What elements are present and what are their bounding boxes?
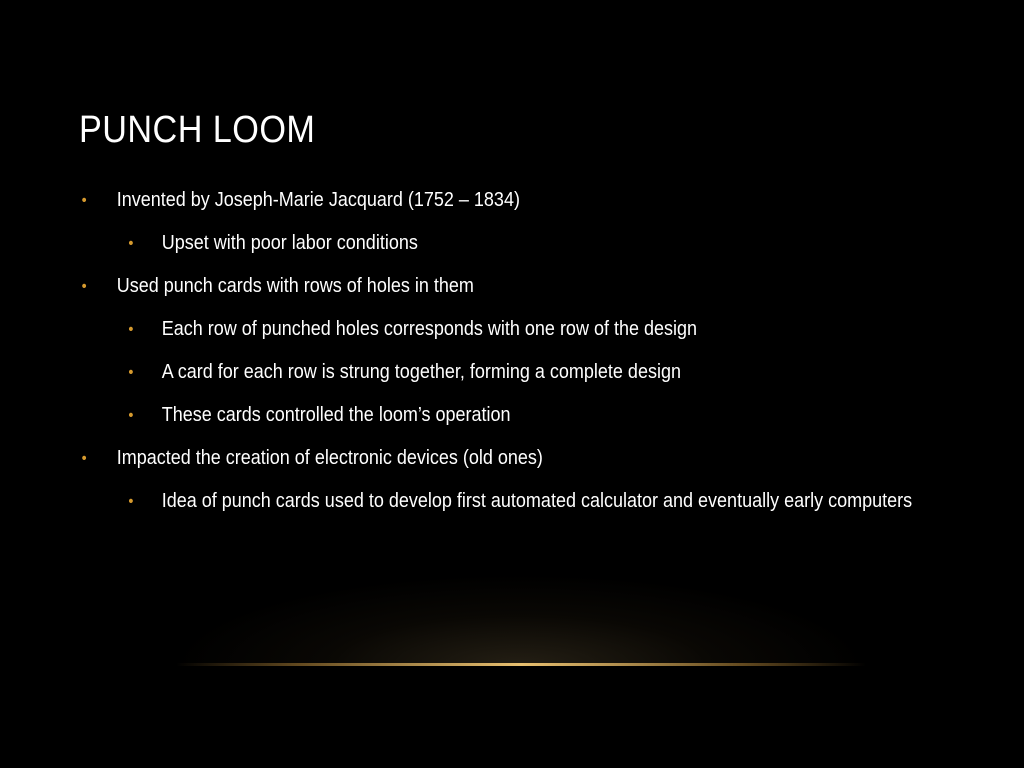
bullet-text: Idea of punch cards used to develop first automated calculator and eventually early computers [161,490,913,512]
sub-bullet-item [78,229,870,258]
bullet-list [78,186,958,530]
bullet-text: Used punch cards with rows of holes in them [116,275,474,297]
bullet-dot-icon: • [128,235,134,252]
decorative-glow [180,576,860,666]
slide-title: PUNCH LOOM [79,109,316,151]
bullet-dot-icon: • [81,192,87,209]
bullet-text: Upset with poor labor conditions [161,232,418,254]
decorative-gold-rule [176,663,866,666]
bullet-text: These cards controlled the loom’s operation [161,404,511,426]
bullet-dot-icon: • [128,493,134,510]
bullet-text: Each row of punched holes corresponds with one row of the design [161,318,698,340]
bullet-dot-icon: • [128,407,134,424]
sub-bullet-item [78,315,870,344]
sub-bullet-item [78,358,870,387]
bullet-text: A card for each row is strung together, forming a complete design [161,361,681,383]
bullet-dot-icon: • [128,321,134,338]
bullet-dot-icon: • [81,278,87,295]
bullet-item [78,186,870,215]
sub-bullet-item [78,487,913,516]
bullet-text: Invented by Joseph-Marie Jacquard (1752 – 1834) [116,189,520,211]
bullet-item [78,444,870,473]
bullet-item [78,272,870,301]
sub-bullet-item [78,401,870,430]
bullet-dot-icon: • [128,364,134,381]
bullet-text: Impacted the creation of electronic devices (old ones) [116,447,543,469]
bullet-dot-icon: • [81,450,87,467]
